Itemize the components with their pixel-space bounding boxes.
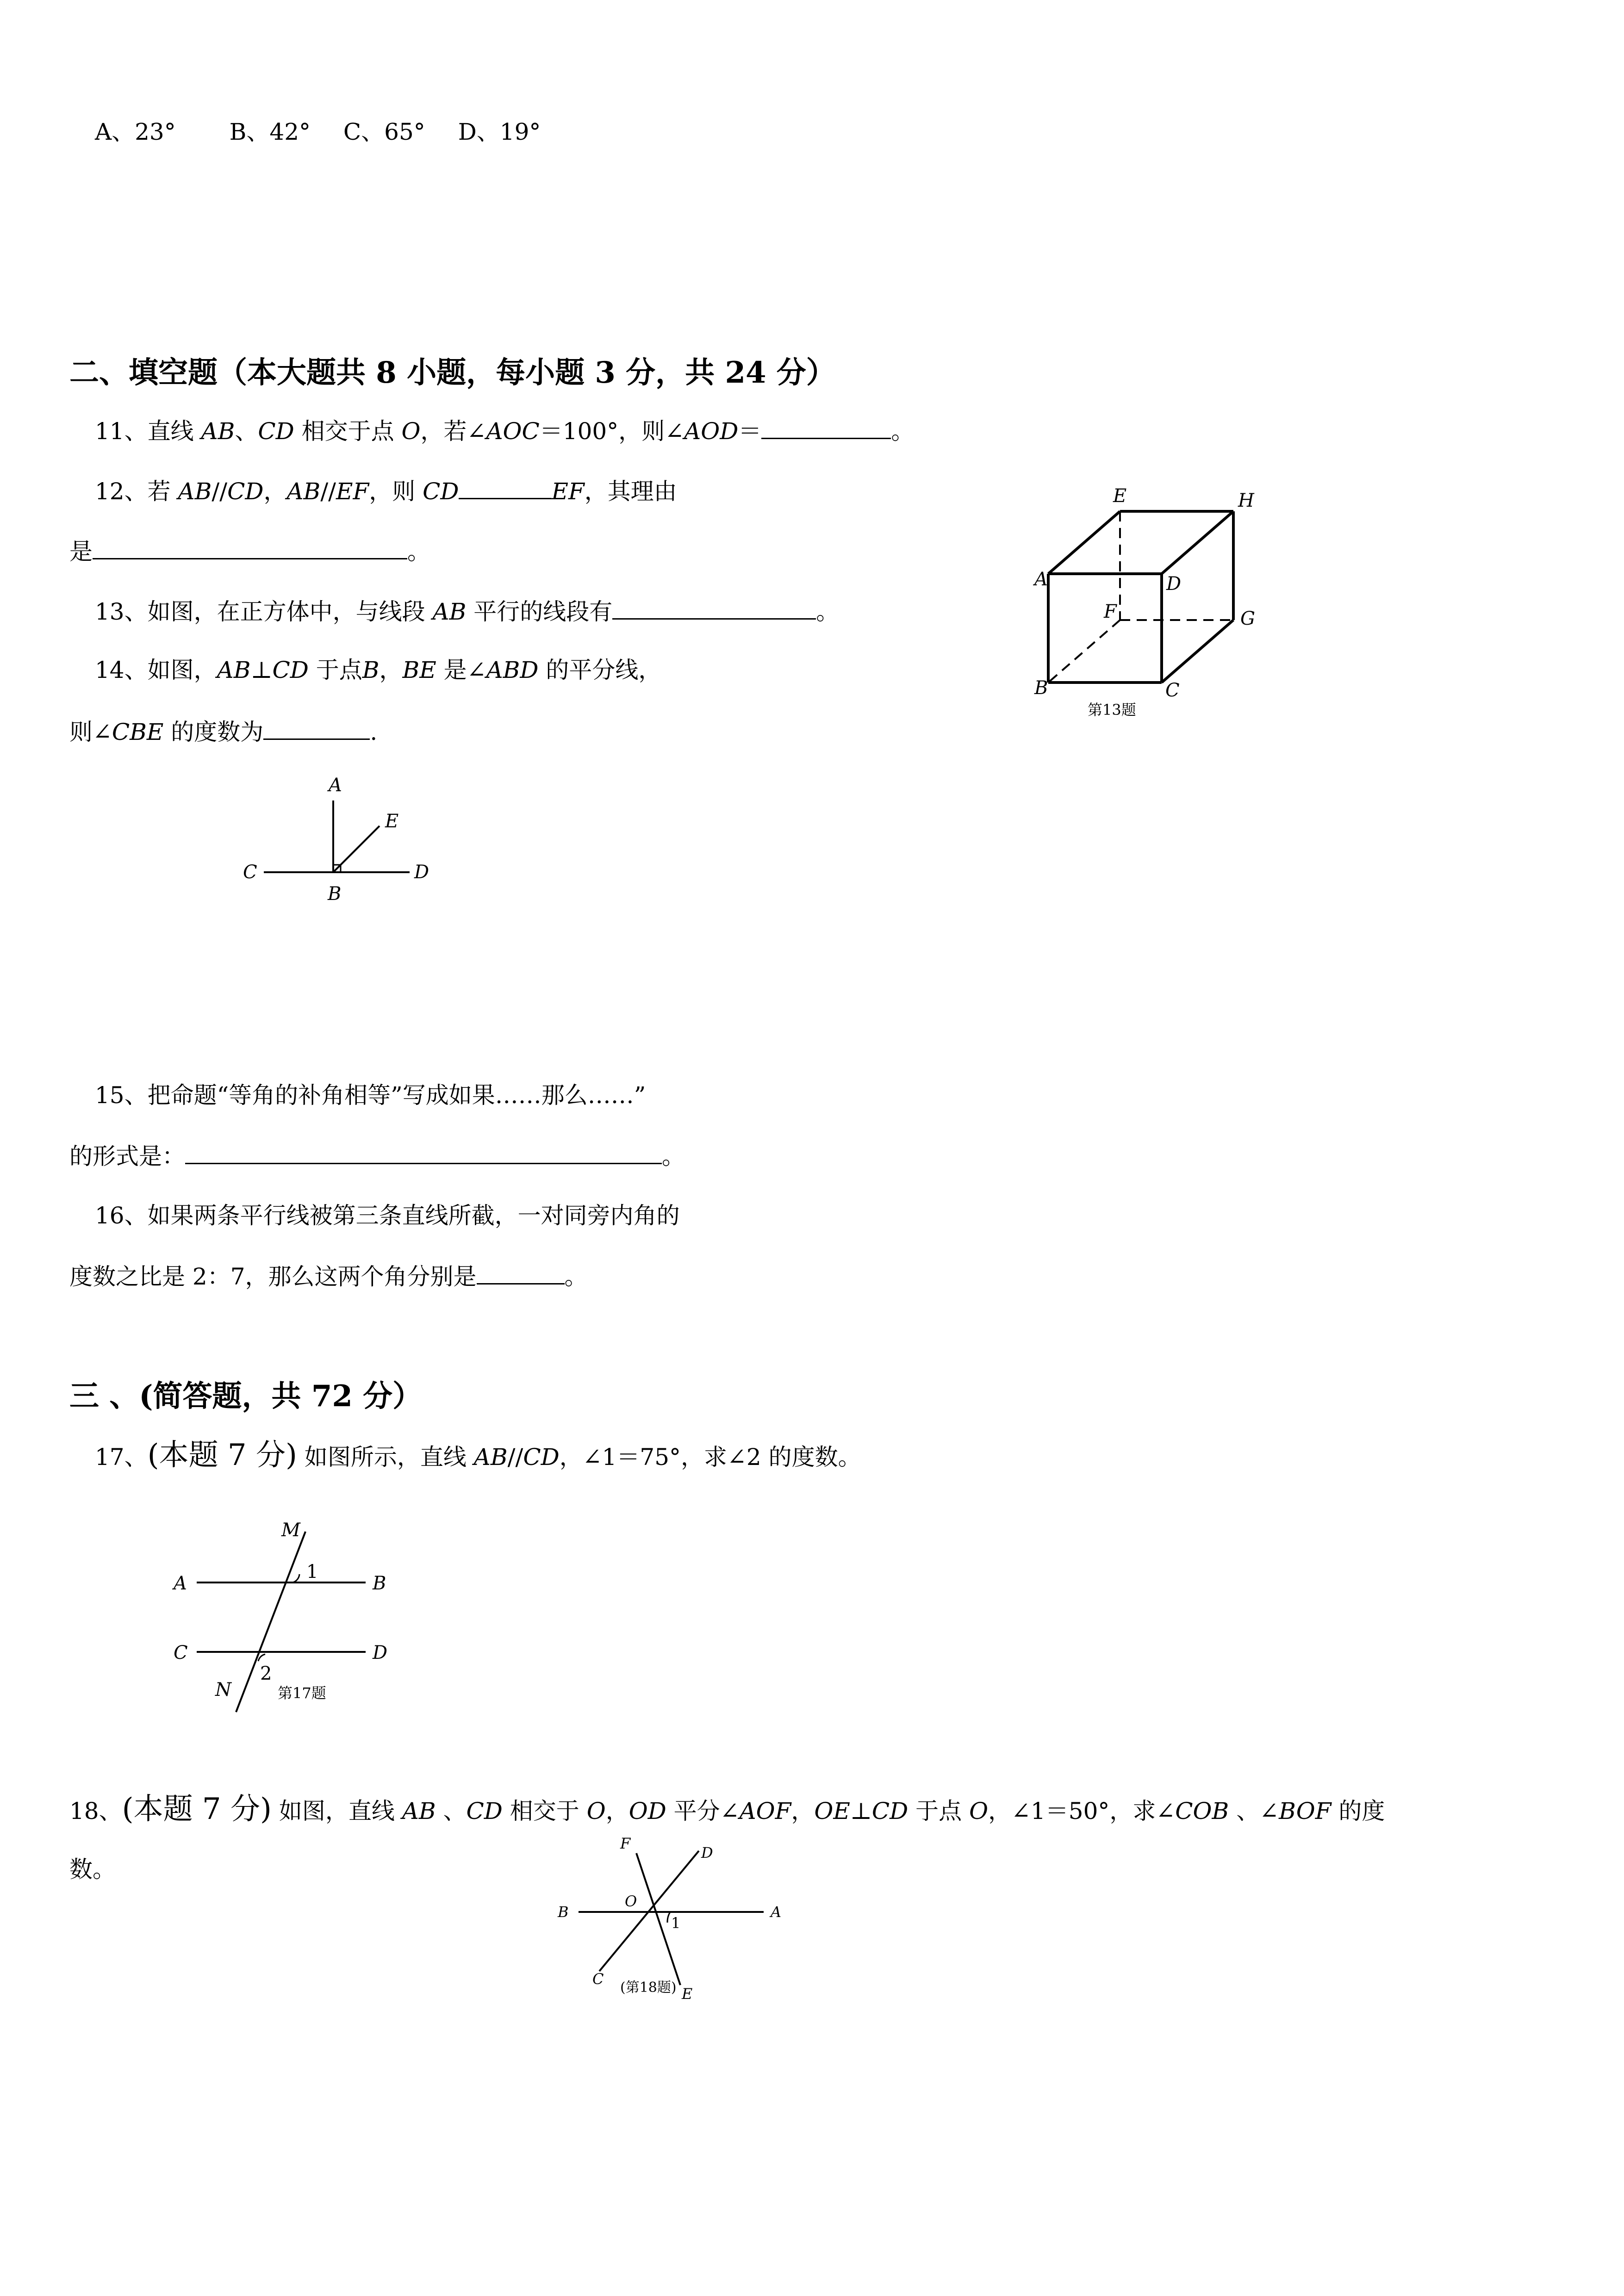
fig14-label-d: D: [414, 862, 429, 883]
fig18-label-f: F: [620, 1835, 631, 1852]
angle-1-arc: [667, 1912, 670, 1923]
cube-label-e: E: [1113, 485, 1127, 507]
option-a: A、23°: [95, 118, 176, 145]
cube-label-c: C: [1165, 680, 1180, 701]
figure-17: [167, 1522, 407, 1721]
q16-blank[interactable]: [477, 1262, 565, 1285]
q12-blank-1[interactable]: [459, 477, 551, 499]
q16-line1: 16、如果两条平行线被第三条直线所截，一对同旁内角的: [95, 1202, 680, 1229]
fig14-label-b: B: [328, 883, 342, 905]
q14-line2: 则∠CBE 的度数为 .: [69, 717, 377, 746]
cube-label-d: D: [1166, 573, 1182, 595]
fig18-label-o: O: [625, 1893, 637, 1910]
q18-line1: 18、(本题 7 分) 如图，直线 AB 、CD 相交于 O，OD 平分∠AOF，OE⊥CD 于点 O，∠1＝50°，求∠COB 、∠BOF 的度: [69, 1792, 1385, 1826]
figure-18: [546, 1828, 805, 2004]
option-c: C、65°: [343, 118, 425, 145]
figure-17-caption: 第17题: [278, 1684, 326, 1702]
fig14-label-e: E: [385, 811, 399, 832]
q15-blank[interactable]: [185, 1142, 662, 1164]
section3-title: 三 、(简答题，共 72 分）: [69, 1379, 423, 1414]
fig17-label-1: 1: [306, 1561, 318, 1582]
q14-blank[interactable]: [263, 717, 370, 740]
angle-1-arc: [292, 1574, 299, 1582]
fig17-label-b: B: [373, 1573, 386, 1594]
figure-13-caption: 第13题: [1088, 701, 1136, 719]
q11-blank[interactable]: [761, 416, 891, 439]
cube-edges: [1048, 511, 1233, 683]
q16-line2: 度数之比是 2：7，那么这两个角分别是 。: [69, 1262, 588, 1291]
figure-18-caption: (第18题): [620, 1980, 677, 1996]
fig18-label-e: E: [682, 1985, 693, 2003]
q17: 17、(本题 7 分) 如图所示，直线 AB//CD，∠1＝75°，求∠2 的度数。: [95, 1438, 861, 1472]
cube-label-f: F: [1104, 601, 1117, 622]
cube-label-h: H: [1238, 490, 1254, 511]
q11: 11、直线 AB、CD 相交于点 O，若∠AOC＝100°，则∠AOD＝ 。: [95, 416, 914, 445]
q18-score: (本题 7 分): [122, 1792, 272, 1826]
option-d: D、19°: [458, 118, 541, 145]
cube-label-b: B: [1034, 677, 1048, 699]
cube-label-g: G: [1240, 608, 1255, 629]
fig17-label-m: M: [281, 1520, 300, 1541]
q12-line1: 12、若 AB//CD，AB//EF，则 CD EF，其理由: [95, 477, 677, 505]
q15-line1: 15、把命题“等角的补角相等”写成如果……那么……”: [95, 1082, 646, 1109]
q13-blank[interactable]: [612, 597, 816, 620]
q13: 13、如图，在正方体中，与线段 AB 平行的线段有 。: [95, 597, 839, 626]
fig17-label-a: A: [174, 1573, 187, 1594]
figure-14: [241, 773, 454, 916]
q14-line1: 14、如图，AB⊥CD 于点B，BE 是∠ABD 的平分线，: [95, 657, 662, 683]
fig17-label-c: C: [174, 1642, 188, 1663]
q18-line2: 数。: [69, 1856, 116, 1883]
fig14-label-a: A: [329, 775, 342, 796]
fig18-label-c: C: [592, 1970, 604, 1988]
fig17-label-2: 2: [260, 1663, 272, 1684]
fig18-label-1: 1: [671, 1914, 681, 1932]
fig14-label-c: C: [243, 862, 257, 883]
angle-2-arc: [258, 1654, 265, 1661]
q12-line2: 是 。: [69, 537, 430, 565]
cube-label-a: A: [1034, 569, 1048, 590]
fig18-label-d: D: [701, 1844, 713, 1862]
option-b: B、42°: [229, 118, 311, 145]
section2-title: 二、填空题（本大题共 8 小题，每小题 3 分，共 24 分）: [69, 355, 836, 390]
fig18-label-a: A: [771, 1903, 782, 1921]
fig17-label-n: N: [215, 1679, 231, 1700]
fig17-label-d: D: [373, 1642, 388, 1663]
q12-blank-2[interactable]: [93, 537, 407, 559]
fig18-label-b: B: [558, 1903, 569, 1921]
figure-13-cube: [1034, 481, 1300, 722]
q10-options: [95, 118, 541, 146]
q17-score: (本题 7 分): [147, 1438, 297, 1472]
q15-line2: 的形式是： 。: [69, 1142, 685, 1170]
